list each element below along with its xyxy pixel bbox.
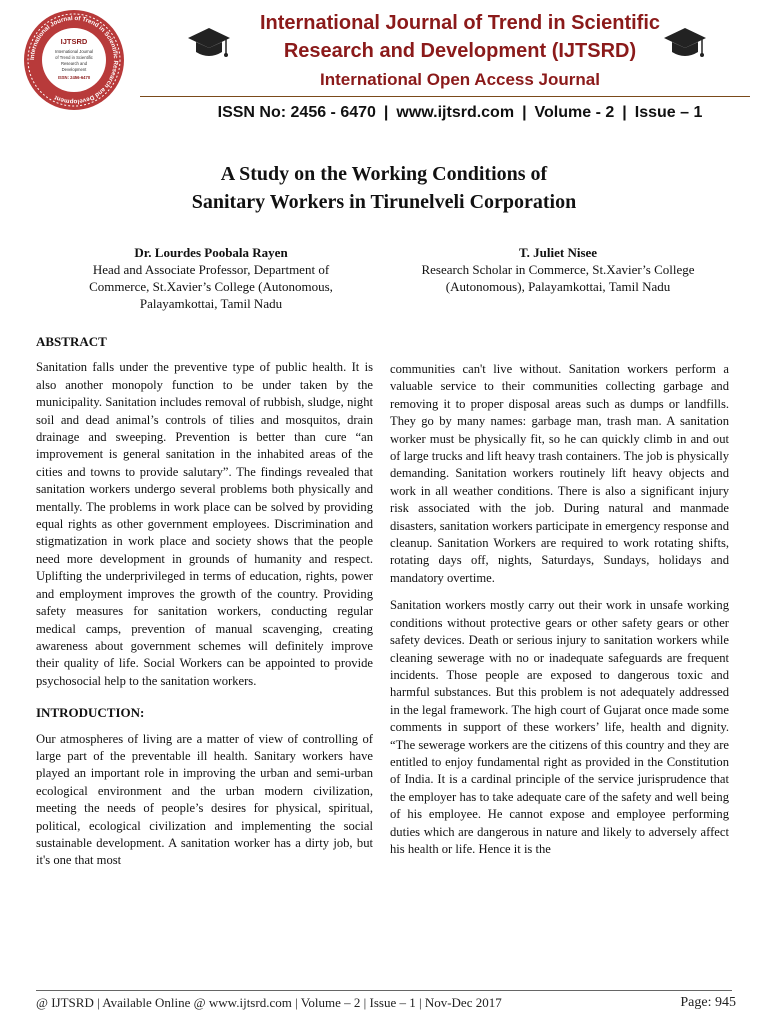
- paper-title-line1: A Study on the Working Conditions of: [220, 163, 548, 185]
- seal-inner-line: Development: [61, 67, 87, 72]
- left-column: [36, 333, 373, 880]
- author-affiliation-line: (Autonomous), Palayamkottai, Tamil Nadu: [445, 279, 671, 294]
- author-name: T. Juliet Nisee: [518, 245, 598, 260]
- header-divider: [140, 96, 750, 97]
- journal-seal-logo: [22, 8, 126, 112]
- footer-divider: [36, 990, 732, 991]
- seal-inner-line: Research and: [60, 61, 88, 66]
- page-footer: [36, 995, 736, 1011]
- abstract-heading: ABSTRACT: [36, 334, 107, 349]
- issn-bar: [150, 104, 768, 122]
- author-affiliation-line: Commerce, St.Xavier’s College (Autonomous,: [89, 279, 333, 294]
- seal-issn: ISSN: 2456-6470: [57, 75, 91, 80]
- seal-inner-line: International Journal: [55, 49, 93, 54]
- volume-label: Volume - 2: [534, 104, 615, 121]
- seal-ring-text: International Journal of Trend in Scientific Research and Development: [28, 14, 120, 106]
- separator: |: [383, 104, 389, 121]
- journal-title-line1: International Journal of Trend in Scientific: [259, 12, 661, 34]
- open-access-label: International Open Access Journal: [320, 70, 600, 89]
- body-paragraph: Sanitation workers mostly carry out their work in unsafe working conditions without protective gears or other safety gears or other safety devices. Death or serious injury to sanitation workers while cleaning sewerage with no or inadequate safeguards are frequent incidents. Those people are exposed to dangerous toxic and harmful substances. But this problem is not adequately addressed in the legal framework. The high court of Gujarat once made some comments in support of these workers’ life, health and dignity. “The sewerage workers are the citizens of this country and they are entitled to enjoy fundamental right as provided in the Constitution of India. It is a cardinal principle of the service jurisprudence that the employer has to take adequate care of the safety and well being of his employee. He cannot expose and employee performing duties which are dangerous in nature and likely to adversely affect his health or life. Hence it is the: [390, 598, 729, 856]
- abstract-text: Sanitation falls under the preventive type of public health. It is also another monopoly function to be under taken by the municipality. Sanitation includes removal of rubbish, sludge, night soil and dead animal’s controls of tilies and mosquitos, drain drainage and sweeping. Prevention is better than cure “an improvement is general sanitation in the inhabited areas of the cities and towns to provide salutary”. The findings revealed that sanitation workers undergo several problems both physically and mentally. The problems in work place can be solved by providing equal rights as other government employees. Discrimination and stigmatization in work place and society shows that the people need more development in grounds of humanity and respect. Uplifting the underprivileged in terms of education, rights, power and employment improves the growth of the country. Providing safety measures for sanitation workers, conducting regular medical camps, prevention of manual scavenging, creating awareness about government schemes will definitely improve their quality of life. Social Workers can be appointed to provide psychosocial help to the sanitation workers.: [36, 360, 373, 688]
- website-link[interactable]: www.ijtsrd.com: [396, 104, 515, 121]
- paper-title-line2: Sanitary Workers in Tirunelveli Corporation: [191, 191, 577, 213]
- author-block: [36, 244, 386, 312]
- body-paragraph: communities can't live without. Sanitation workers perform a valuable service to their communities collecting garbage and removing it to proper disposal areas such as dumps or landfills. They go by many names: garbage man, trash man. A sanitation worker must be physically fit, so he can quickly climb in and out of large trucks and lift heavy trash containers. The job is physically demanding. Sanitation workers routinely lift heavy objects and work in all weather conditions. There is also a significant injury risk associated with the job. During natural and manmade disasters, sanitation workers participate in emergency response and cleanup. Sanitation Workers are required to work rotating shifts, rotating days off, nights, Saturdays, Sundays, holidays and mandatory overtime.: [390, 362, 729, 585]
- author-name: Dr. Lourdes Poobala Rayen: [134, 245, 288, 260]
- seal-inner-line: of Trend in Scientific: [55, 55, 93, 60]
- issn-number: ISSN No: 2456 - 6470: [217, 104, 376, 121]
- author-affiliation-line: Palayamkottai, Tamil Nadu: [139, 296, 283, 311]
- right-column: [390, 361, 729, 868]
- author-affiliation-line: Research Scholar in Commerce, St.Xavier’s College: [421, 262, 695, 277]
- introduction-text: Our atmospheres of living are a matter of view of controlling of large part of the preventable ill health. Sanitary workers have played an important role in improving the urban and semi-urban ecological environment and the urban modern civilization, meeting the needs of people’s desires for physical, spiritual, political, ecological civilization and implementing the social sustainable development. A sanitation worker has a dirty job, but it's one that most: [36, 731, 373, 868]
- author-block: [388, 244, 728, 295]
- footer-citation: @ IJTSRD | Available Online @ www.ijtsrd.com | Volume – 2 | Issue – 1 | Nov-Dec 2017: [36, 995, 502, 1010]
- seal-label: IJTSRD: [60, 37, 88, 46]
- issue-label: Issue – 1: [634, 104, 703, 121]
- paper-title: [20, 160, 748, 216]
- author-affiliation-line: Head and Associate Professor, Department of: [92, 262, 330, 277]
- page-number: Page: 945: [680, 995, 736, 1010]
- journal-title-line2: Research and Development (IJTSRD): [283, 40, 637, 62]
- separator: |: [622, 104, 627, 121]
- separator: |: [522, 104, 527, 121]
- introduction-heading: INTRODUCTION:: [36, 705, 145, 721]
